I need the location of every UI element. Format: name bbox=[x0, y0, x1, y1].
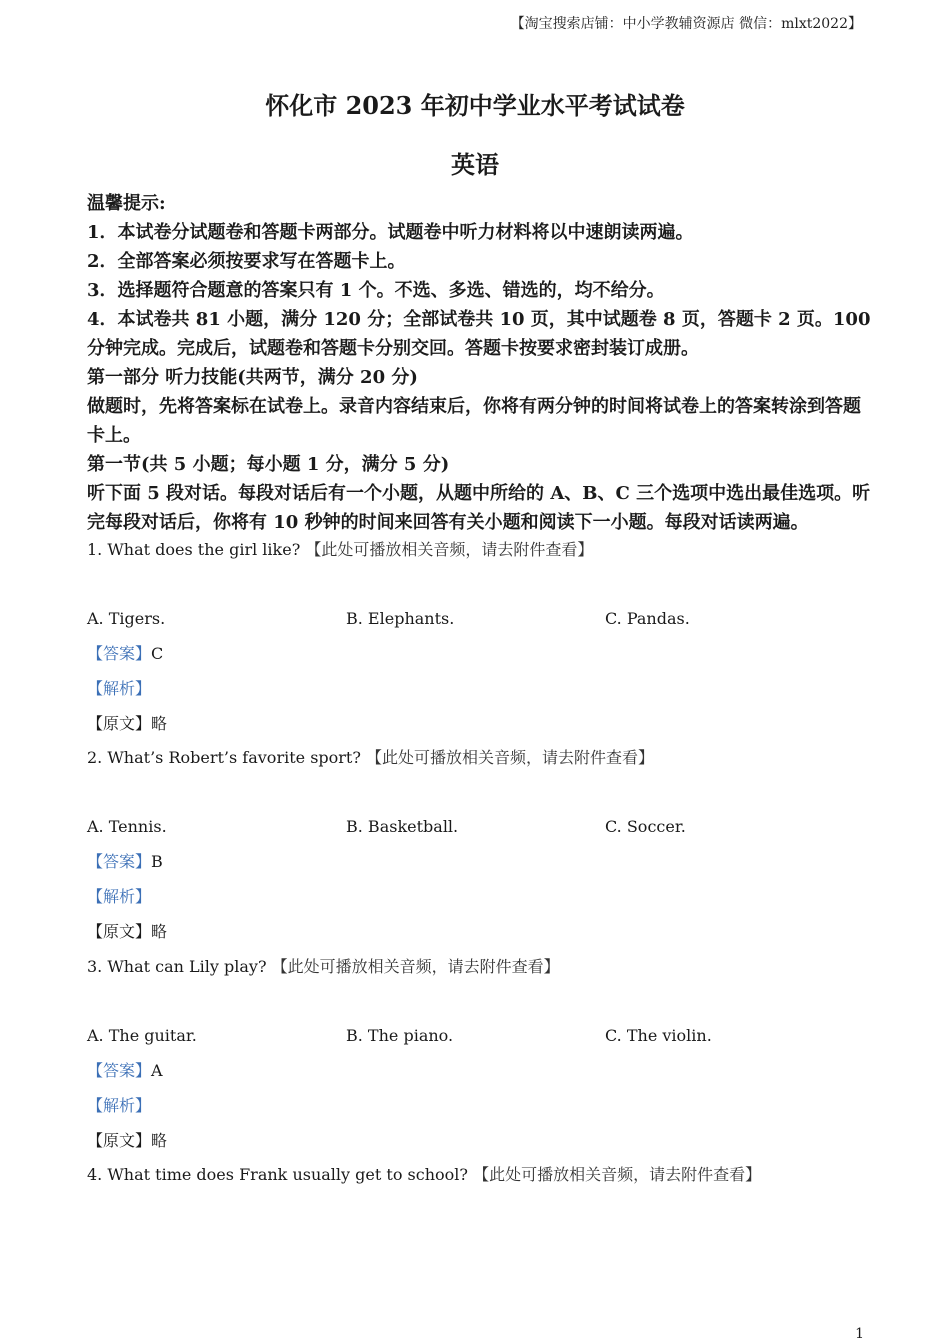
question-stem: 3. What can Lily play? bbox=[87, 957, 267, 976]
tip-item: 4．本试卷共 81 小题，满分 120 分；全部试卷共 10 页，其中试题卷 8 页，答题卡 2 页。100 分钟完成。完成后，试题卷和答题卡分别交回。答题卡按要求密封装订成册。 bbox=[87, 309, 871, 359]
answer-line bbox=[87, 852, 877, 872]
option-b: B. The piano. bbox=[346, 1026, 454, 1045]
tip-item: 2．全部答案必须按要求写在答题卡上。 bbox=[87, 251, 406, 272]
tip-item: 3．选择题符合题意的答案只有 1 个。不选、多选、错选的，均不给分。 bbox=[87, 280, 665, 301]
header-note: 【淘宝搜索店铺：中小学教辅资源店 微信：mlxt2022】 bbox=[510, 16, 862, 32]
answer-line bbox=[87, 1061, 877, 1081]
question-text bbox=[87, 1165, 877, 1185]
exam-subject: 英语 bbox=[451, 150, 499, 179]
question-stem: 4. What time does Frank usually get to school? bbox=[87, 1165, 468, 1184]
options bbox=[87, 817, 877, 837]
analysis-label: 【解析】 bbox=[87, 679, 152, 698]
part1-title: 第一部分 听力技能(共两节，满分 20 分) bbox=[87, 367, 418, 388]
question-text bbox=[87, 957, 877, 977]
answer-value: C bbox=[151, 644, 164, 663]
analysis-label: 【解析】 bbox=[87, 887, 152, 906]
analysis-line bbox=[87, 679, 877, 699]
original-label: 【原文】 bbox=[87, 1131, 152, 1150]
answer-line bbox=[87, 644, 877, 664]
answer-value: B bbox=[151, 852, 163, 871]
section1-title: 第一节(共 5 小题；每小题 1 分，满分 5 分) bbox=[87, 454, 450, 475]
question-stem: 1. What does the girl like? bbox=[87, 540, 301, 559]
question-2 bbox=[87, 748, 877, 942]
audio-note: 【此处可播放相关音频，请去附件查看】 bbox=[305, 540, 594, 559]
original-line bbox=[87, 922, 877, 942]
question-text bbox=[87, 540, 877, 560]
tip-item: 1．本试卷分试题卷和答题卡两部分。试题卷中听力材料将以中速朗读两遍。 bbox=[87, 222, 694, 243]
instructions bbox=[87, 189, 877, 537]
answer-label: 【答案】 bbox=[87, 1061, 152, 1080]
section1-instruction: 听下面 5 段对话。每段对话后有一个小题，从题中所给的 A、B、C 三个选项中选出最佳选项。听完每段对话后，你将有 10 秒钟的时间来回答有关小题和阅读下一小题。每段对话读两遍。 bbox=[87, 483, 871, 533]
question-text bbox=[87, 748, 877, 768]
option-c: C. The violin. bbox=[605, 1026, 712, 1045]
original-line bbox=[87, 1131, 877, 1151]
page-number: 1 bbox=[855, 1326, 864, 1342]
question-4 bbox=[87, 1165, 877, 1185]
analysis-label: 【解析】 bbox=[87, 1096, 152, 1115]
option-a: A. Tigers. bbox=[87, 609, 166, 628]
original-label: 【原文】 bbox=[87, 922, 152, 941]
original-value: 略 bbox=[151, 714, 168, 733]
tips-heading: 温馨提示: bbox=[87, 193, 166, 214]
audio-note: 【此处可播放相关音频，请去附件查看】 bbox=[366, 748, 655, 767]
audio-note: 【此处可播放相关音频，请去附件查看】 bbox=[271, 957, 560, 976]
option-a: A. The guitar. bbox=[87, 1026, 197, 1045]
original-value: 略 bbox=[151, 922, 168, 941]
exam-title: 怀化市 2023 年初中学业水平考试试卷 bbox=[265, 91, 685, 120]
analysis-line bbox=[87, 1096, 877, 1116]
answer-value: A bbox=[151, 1061, 163, 1080]
part1-instruction: 做题时，先将答案标在试卷上。录音内容结束后，你将有两分钟的时间将试卷上的答案转涂到答题卡上。 bbox=[87, 396, 861, 446]
options bbox=[87, 1026, 877, 1046]
option-c: C. Soccer. bbox=[605, 817, 686, 836]
question-1 bbox=[87, 540, 877, 734]
answer-label: 【答案】 bbox=[87, 644, 152, 663]
audio-note: 【此处可播放相关音频，请去附件查看】 bbox=[473, 1165, 762, 1184]
original-line bbox=[87, 714, 877, 734]
option-b: B. Basketball. bbox=[346, 817, 459, 836]
option-a: A. Tennis. bbox=[87, 817, 167, 836]
option-c: C. Pandas. bbox=[605, 609, 690, 628]
question-3 bbox=[87, 957, 877, 1151]
option-b: B. Elephants. bbox=[346, 609, 455, 628]
options bbox=[87, 609, 877, 629]
analysis-line bbox=[87, 887, 877, 907]
original-label: 【原文】 bbox=[87, 714, 152, 733]
answer-label: 【答案】 bbox=[87, 852, 152, 871]
question-stem: 2. What’s Robert’s favorite sport? bbox=[87, 748, 361, 767]
original-value: 略 bbox=[151, 1131, 168, 1150]
